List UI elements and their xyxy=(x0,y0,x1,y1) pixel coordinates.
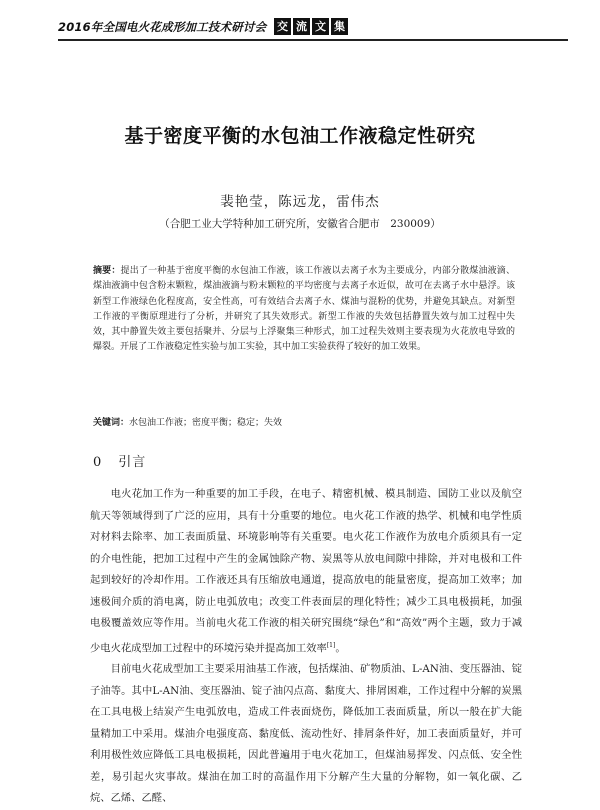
badge-char: 交 xyxy=(274,18,291,35)
badge-char: 集 xyxy=(331,18,348,35)
section-number: 0 xyxy=(93,455,103,470)
header-rule xyxy=(58,39,568,41)
citation: [1] xyxy=(326,641,336,649)
paragraph-tail: 。 xyxy=(335,641,346,654)
body-paragraph xyxy=(90,484,522,659)
paper-affiliation: （合肥工业大学特种加工研究所，安徽省合肥市 230009） xyxy=(159,218,441,230)
paper-title: 基于密度平衡的水包油工作液稳定性研究 xyxy=(124,125,476,147)
paper-authors: 裴艳莹，陈远龙，雷伟杰 xyxy=(220,194,380,210)
abstract-label: 摘要： xyxy=(93,266,121,276)
keywords-label: 关键词： xyxy=(93,418,130,428)
section-title: 引言 xyxy=(118,455,147,470)
abstract-text: 提出了一种基于密度平衡的水包油工作液，该工作液以去离子水为主要成分，内部分散煤油液滴、煤油液滴中包含粉末颗粒，煤油液滴与粉末颗粒的平均密度与去离子水近似，故可在去离子水中悬浮。该新型工作液绿色化程度高，安全性高，可有效结合去离子水、煤油与混粉的优势，并避免其缺点。对新型工作液的平衡原理进行了分析，并研究了其失效形式。新型工作液的失效包括静置失效与加工过程中失效，其中静置失效主要包括聚并、分层与上浮聚集三种形式，加工过程失效则主要表现为火花放电导致的爆裂。开展了工作液稳定性实验与加工实验，其中加工实验获得了较好的加工效果。 xyxy=(93,266,515,353)
keywords xyxy=(93,416,515,430)
keywords-text: 水包油工作液；密度平衡；稳定；失效 xyxy=(129,418,283,428)
abstract xyxy=(93,264,515,356)
paragraph-text: 电火花加工作为一种重要的加工手段，在电子、精密机械、模具制造、国防工业以及航空航天等领域得到了广泛的应用，具有十分重要的地位。电火花工作液的热学、机械和电学性质对材料去除率、加工表面质量、环境影响等有关重要。电火花工作液作为放电介质须具有一定的介电性能，把加工过程中产生的金属蚀除产物、炭黑等从放电间隙中排除，并对电极和工件起到较好的冷却作用。工作液还具有压缩放电通道，提高放电的能量密度，提高加工效率；加速极间介质的消电离，防止电弧放电；改变工件表面层的理化特性；减少工具电极损耗，加强电极覆盖效应等作用。当前电火花工作液的相关研究围绕“绿色”和“高效”两个主题，致力于减少电火花成型加工过程中的环境污染并提高加工效率 xyxy=(90,488,522,654)
badge-char: 流 xyxy=(293,18,310,35)
running-title: 2016年全国电火花成形加工技术研讨会 xyxy=(58,20,267,34)
badge-char: 文 xyxy=(312,18,329,35)
section-heading xyxy=(93,451,146,470)
body-text xyxy=(90,484,522,810)
running-header xyxy=(58,16,568,42)
body-paragraph: 目前电火花成型加工主要采用油基工作液，包括煤油、矿物质油、L-AN油、变压器油、锭子油等。其中L-AN油、变压器油、锭子油闪点高、黏度大、排屑困难，工作过程中分解的炭黑在工具电极上结炭产生电弧放电，造成工件表面烧伤，降低加工表面质量，所以一般在扩大能量精加工中采用。煤油介电强度高、黏度低、流动性好、排屑条件好，加工表面质量好，并可利用极性效应降低工具电极损耗，因此普遍用于电火花加工，但煤油易挥发、闪点低、安全性差，易引起火灾事故。煤油在加工时的高温作用下分解产生大量的分解物，如一氧化碳、乙烷、乙烯、乙醛、 xyxy=(90,663,522,805)
